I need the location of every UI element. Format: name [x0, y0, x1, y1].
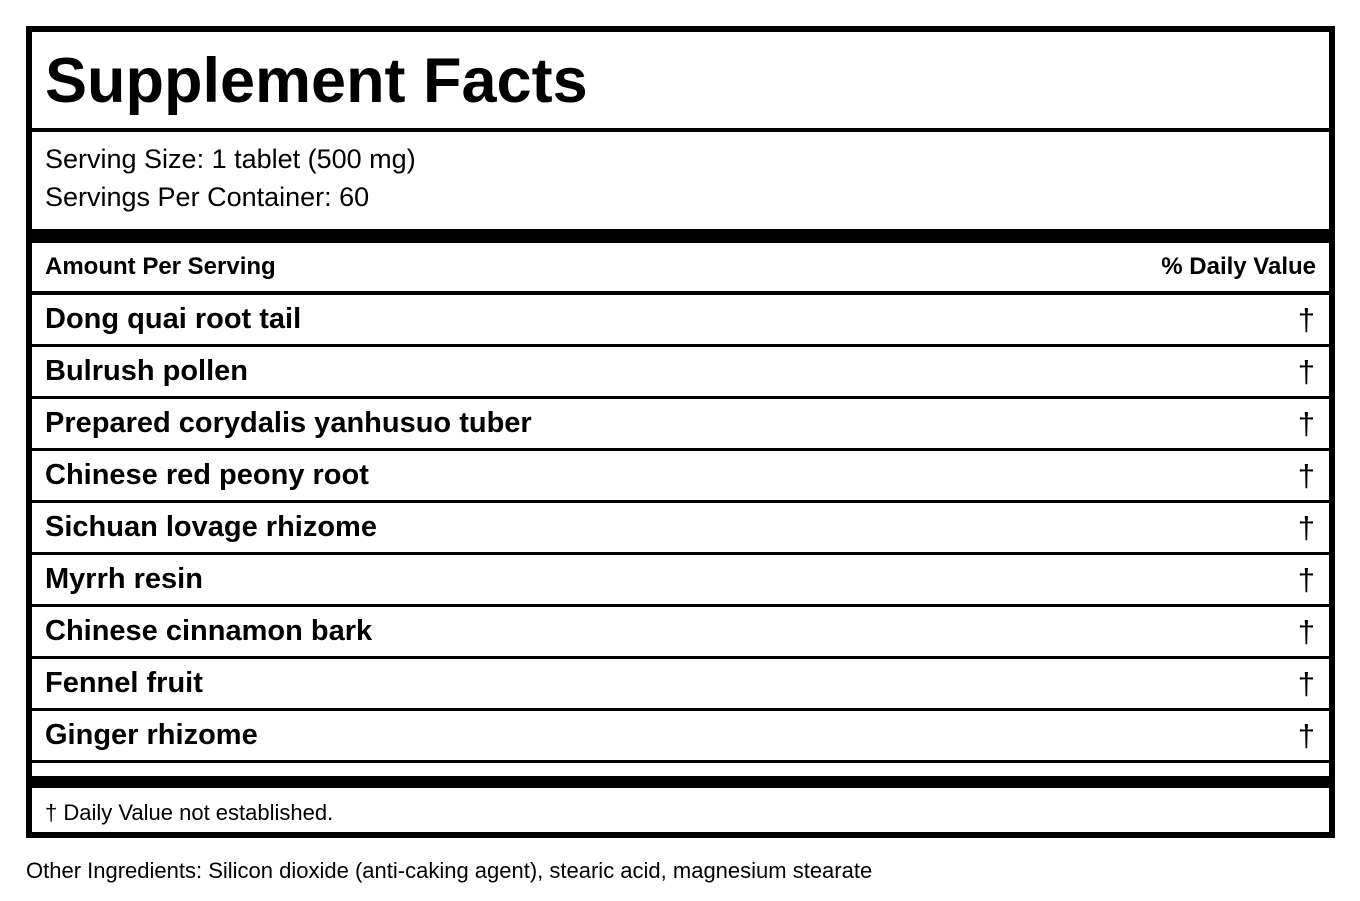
serving-info	[32, 132, 1329, 243]
ingredient-daily-value: †	[1297, 562, 1315, 597]
ingredient-name: Chinese red peony root	[45, 459, 369, 491]
ingredient-daily-value: †	[1297, 666, 1315, 701]
servings-per-container: Servings Per Container: 60	[45, 182, 370, 212]
ingredient-daily-value: †	[1297, 302, 1315, 337]
ingredient-row	[32, 399, 1329, 451]
supplement-facts-panel	[26, 26, 1335, 838]
other-ingredients: Other Ingredients: Silicon dioxide (anti-caking agent), stearic acid, magnesium stearate	[26, 858, 873, 883]
ingredient-name: Myrrh resin	[45, 563, 203, 595]
ingredient-daily-value: †	[1297, 718, 1315, 753]
title-block	[32, 32, 1329, 132]
ingredient-row	[32, 659, 1329, 711]
section-divider	[32, 776, 1329, 788]
ingredient-row	[32, 555, 1329, 607]
panel-title: Supplement Facts	[45, 46, 588, 116]
ingredient-row	[32, 711, 1329, 763]
ingredient-name: Chinese cinnamon bark	[45, 615, 373, 647]
amount-per-serving-header: Amount Per Serving	[45, 253, 276, 280]
ingredient-name: Sichuan lovage rhizome	[45, 511, 377, 543]
ingredient-daily-value: †	[1297, 510, 1315, 545]
ingredient-list	[32, 295, 1329, 763]
serving-size: Serving Size: 1 tablet (500 mg)	[45, 144, 416, 174]
ingredient-row	[32, 607, 1329, 659]
ingredient-daily-value: †	[1297, 614, 1315, 649]
ingredient-row	[32, 347, 1329, 399]
ingredient-name: Fennel fruit	[45, 667, 203, 699]
table-header	[32, 243, 1329, 295]
ingredient-daily-value: †	[1297, 458, 1315, 493]
ingredient-name: Ginger rhizome	[45, 719, 258, 751]
ingredient-name: Dong quai root tail	[45, 303, 302, 335]
daily-value-header: % Daily Value	[1161, 253, 1316, 280]
ingredient-name: Bulrush pollen	[45, 355, 248, 387]
ingredient-daily-value: †	[1297, 354, 1315, 389]
ingredient-name: Prepared corydalis yanhusuo tuber	[45, 407, 532, 439]
ingredient-row	[32, 451, 1329, 503]
ingredient-daily-value: †	[1297, 406, 1315, 441]
ingredient-row	[32, 295, 1329, 347]
ingredient-row	[32, 503, 1329, 555]
footnote: † Daily Value not established.	[45, 800, 334, 825]
